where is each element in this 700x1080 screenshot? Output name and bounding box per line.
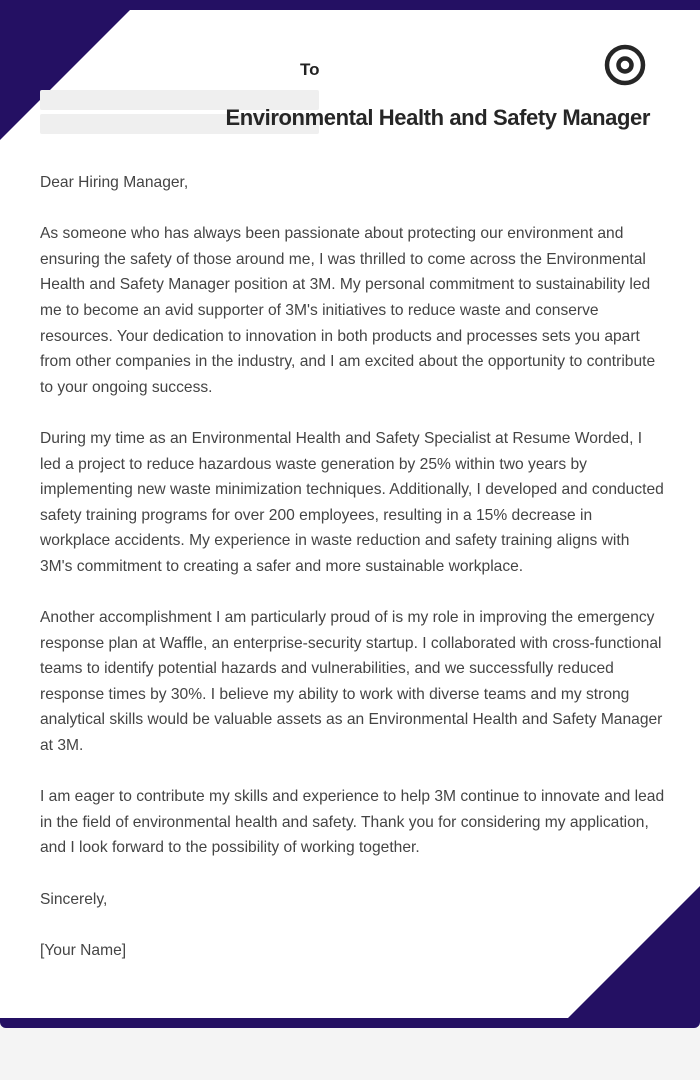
letter-paragraph: I am eager to contribute my skills and experience to help 3M continue to innovate and lead in the field of environmental health and safety. Thank you for considering my application, and I look forward to the possibility of working together.: [40, 788, 665, 857]
letter-body: [40, 170, 665, 963]
salutation: Dear Hiring Manager,: [40, 174, 189, 191]
target-icon: [604, 44, 646, 86]
letter-sheet: [0, 10, 700, 1018]
letter-paragraph: As someone who has always been passionate about protecting our environment and ensuring the safety of those around me, I was thrilled to come across the Environmental Health and Safety Manager position at 3M. My personal commitment to sustainability led me to become an avid supporter of 3M's initiatives to reduce waste and conserve resources. Your dedication to innovation in both products and processes sets you apart from other companies in the industry, and I am excited about the opportunity to contribute to your ongoing success.: [40, 225, 656, 396]
job-title-heading: Environmental Health and Safety Manager: [225, 105, 650, 130]
signature-name: [Your Name]: [40, 941, 127, 959]
letter-paragraph: During my time as an Environmental Health and Safety Specialist at Resume Worded, I led a project to reduce hazardous waste generation by 25% within two years by implementing new waste minimization techniques. Additionally, I developed and conducted safety training programs for over 200 employees, resulting in a 15% decrease in workplace accidents. My experience in waste reduction and safety training aligns with 3M's commitment to creating a safer and more sustainable workplace.: [40, 429, 664, 575]
closing: Sincerely,: [40, 890, 108, 908]
letter-paragraph: Another accomplishment I am particularly proud of is my role in improving the emergency response plan at Waffle, an enterprise-security startup. I collaborated with cross-functional teams to identify potential hazards and vulnerabilities, and we successfully reduced response times by 30%. I believe my ability to work with diverse teams and my strong analytical skills would be valuable assets as an Environmental Health and Safety Manager at 3M.: [40, 609, 663, 755]
recipient-to-label: To: [300, 60, 320, 79]
